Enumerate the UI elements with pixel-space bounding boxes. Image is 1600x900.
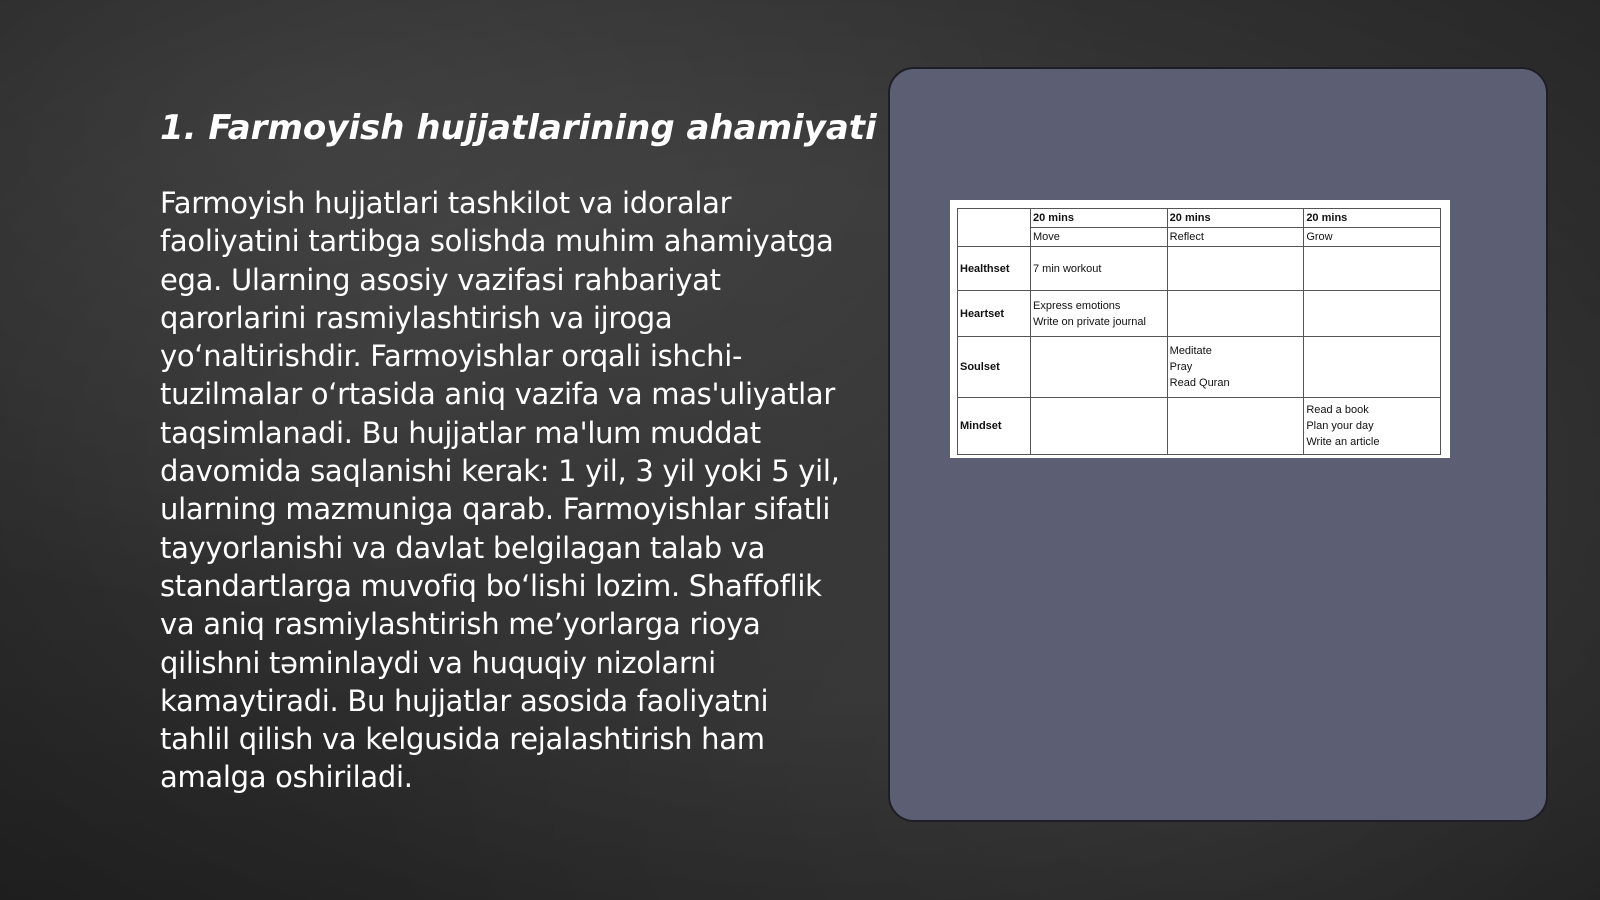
header-name-cell: Reflect xyxy=(1167,228,1304,247)
table-cell xyxy=(1304,291,1441,337)
table-cell xyxy=(1167,337,1304,398)
table-cell xyxy=(1031,291,1168,337)
table-cell xyxy=(1167,398,1304,455)
table-cell xyxy=(1167,291,1304,337)
cell-line: Pray xyxy=(1169,361,1193,373)
cell-line: Meditate xyxy=(1169,345,1212,357)
table-cell xyxy=(1031,247,1168,291)
header-time-cell: 20 mins xyxy=(1304,209,1441,228)
header-name-cell: Move xyxy=(1031,228,1168,247)
row-label: Heartset xyxy=(958,291,1031,337)
table-corner-cell xyxy=(958,209,1031,247)
table-cell xyxy=(1304,247,1441,291)
slide-body-text: Farmoyish hujjatlari tashkilot va idoralar faoliyatini tartibga solishda muhim ahamiyatga ega. Ularning asosiy vazifasi rahbariyat qarorlarini rasmiylashtirish va ijroga yo‘naltirishdir. Farmoyishlar orqali ishchi-tuzilmalar o‘rtasida aniq vazifa va mas'uliyatlar taqsimlanadi. Bu hujjatlar ma'lum muddat davomida saqlanishi kerak: 1 yil, 3 yil yoki 5 yil, ularning mazmuniga qarab. Farmoyishlar sifatli tayyorlanishi va davlat belgilagan talab va standartlarga muvofiq bo‘lishi lozim. Shaffoflik va aniq rasmiylashtirish me’yorlarga rioya qilishni təminlaydi va huquqiy nizolarni kamaytiradi. Bu hujjatlar asosida faoliyatni tahlil qilish va kelgusida rejalashtirish ham amalga oshiriladi. xyxy=(160,186,840,795)
cell-line: Write on private journal xyxy=(1033,315,1146,328)
table-header-time-row xyxy=(958,209,1441,228)
table-cell xyxy=(1167,247,1304,291)
cell-line: Express emotions xyxy=(1033,299,1121,312)
table-cell xyxy=(1031,398,1168,455)
cell-line: Write an article xyxy=(1306,436,1380,448)
cell-line: 7 min workout xyxy=(1033,262,1102,275)
table-cell xyxy=(1304,337,1441,398)
slide-title: 1. Farmoyish hujjatlarining ahamiyati xyxy=(160,108,877,148)
row-label: Mindset xyxy=(958,398,1031,455)
schedule-table-image xyxy=(950,200,1450,458)
cell-line: Plan your day xyxy=(1306,420,1374,432)
row-label: Soulset xyxy=(958,337,1031,398)
table-row xyxy=(958,291,1441,337)
table-row xyxy=(958,247,1441,291)
table-header-name-row xyxy=(958,228,1441,247)
table-cell xyxy=(1304,398,1441,455)
table-cell xyxy=(1031,337,1168,398)
row-label: Healthset xyxy=(958,247,1031,291)
cell-line: Read Quran xyxy=(1169,377,1230,389)
header-time-cell: 20 mins xyxy=(1031,209,1168,228)
schedule-table xyxy=(957,208,1441,455)
header-time-cell: 20 mins xyxy=(1167,209,1304,228)
cell-line: Read a book xyxy=(1306,404,1369,416)
header-name-cell: Grow xyxy=(1304,228,1441,247)
table-row xyxy=(958,337,1441,398)
table-row xyxy=(958,398,1441,455)
